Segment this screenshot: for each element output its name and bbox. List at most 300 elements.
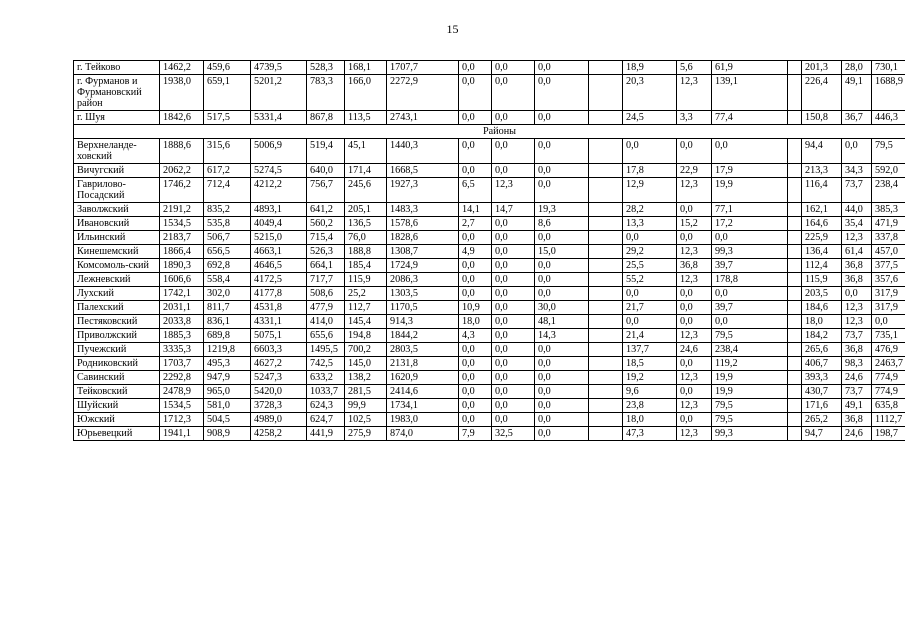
row-name-cell: г. Фурманов и Фурмановский район [74,75,160,111]
districts-rows [74,139,905,441]
value-cell: 112,4 [802,259,842,273]
blank-cell [788,75,802,111]
value-cell: 10,9 [459,301,492,315]
value-cell: 184,2 [802,329,842,343]
value-cell: 0,0 [535,139,589,164]
value-cell: 245,6 [345,178,387,203]
value-cell: 4,3 [459,329,492,343]
value-cell: 5420,0 [251,385,307,399]
blank-cell [589,329,623,343]
value-cell: 692,8 [204,259,251,273]
value-cell: 811,7 [204,301,251,315]
value-cell: 4531,8 [251,301,307,315]
value-cell: 406,7 [802,357,842,371]
value-cell: 77,1 [712,203,788,217]
value-cell: 0,0 [842,139,872,164]
value-cell: 4177,8 [251,287,307,301]
row-name-cell: Тейковский [74,385,160,399]
section-row-group [74,125,905,139]
value-cell: 275,9 [345,427,387,441]
blank-cell [589,315,623,329]
value-cell: 0,0 [677,413,712,427]
value-cell: 281,5 [345,385,387,399]
value-cell: 2414,6 [387,385,459,399]
value-cell: 162,1 [802,203,842,217]
value-cell: 1578,6 [387,217,459,231]
blank-cell [788,371,802,385]
value-cell: 656,5 [204,245,251,259]
value-cell: 3,3 [677,111,712,125]
value-cell: 1734,1 [387,399,459,413]
blank-cell [589,371,623,385]
value-cell: 94,4 [802,139,842,164]
value-cell: 0,0 [623,315,677,329]
value-cell: 8,6 [535,217,589,231]
value-cell: 756,7 [307,178,345,203]
value-cell: 477,9 [307,301,345,315]
value-cell: 4049,4 [251,217,307,231]
value-cell: 2743,1 [387,111,459,125]
value-cell: 302,0 [204,287,251,301]
value-cell: 4893,1 [251,203,307,217]
blank-cell [788,315,802,329]
blank-cell [788,301,802,315]
value-cell: 1842,6 [160,111,204,125]
table-row [74,301,905,315]
value-cell: 0,0 [459,399,492,413]
value-cell: 12,3 [677,75,712,111]
value-cell: 5,6 [677,61,712,75]
value-cell: 18,0 [802,315,842,329]
value-cell: 471,9 [872,217,905,231]
blank-cell [788,385,802,399]
value-cell: 201,3 [802,61,842,75]
value-cell: 32,5 [492,427,535,441]
value-cell: 1483,3 [387,203,459,217]
value-cell: 0,0 [492,231,535,245]
value-cell: 21,4 [623,329,677,343]
row-name-cell: Верхнеланде-ховский [74,139,160,164]
value-cell: 1534,5 [160,217,204,231]
value-cell: 5274,5 [251,164,307,178]
value-cell: 735,1 [872,329,905,343]
table-row [74,61,905,75]
value-cell: 5331,4 [251,111,307,125]
value-cell: 0,0 [492,245,535,259]
value-cell: 0,0 [535,75,589,111]
value-cell: 874,0 [387,427,459,441]
row-name-cell: г. Шуя [74,111,160,125]
value-cell: 113,5 [345,111,387,125]
value-cell: 265,6 [802,343,842,357]
value-cell: 24,6 [842,371,872,385]
value-cell: 29,2 [623,245,677,259]
value-cell: 61,4 [842,245,872,259]
row-name-cell: Палехский [74,301,160,315]
value-cell: 139,1 [712,75,788,111]
value-cell: 19,3 [535,203,589,217]
value-cell: 2803,5 [387,343,459,357]
row-name-cell: Ильинский [74,231,160,245]
value-cell: 25,2 [345,287,387,301]
value-cell: 0,0 [459,111,492,125]
table-row [74,273,905,287]
row-name-cell: Лежневский [74,273,160,287]
table-row [74,385,905,399]
statistics-table [73,60,905,441]
value-cell: 0,0 [492,75,535,111]
value-cell: 0,0 [492,413,535,427]
value-cell: 19,9 [712,371,788,385]
value-cell: 0,0 [492,371,535,385]
value-cell: 1746,2 [160,178,204,203]
value-cell: 393,3 [802,371,842,385]
value-cell: 446,3 [872,111,905,125]
table-row [74,259,905,273]
value-cell: 34,3 [842,164,872,178]
blank-cell [788,178,802,203]
row-name-cell: Кинешемский [74,245,160,259]
table-row [74,139,905,164]
value-cell: 508,6 [307,287,345,301]
value-cell: 0,0 [623,139,677,164]
table-row [74,357,905,371]
value-cell: 205,1 [345,203,387,217]
value-cell: 79,5 [712,399,788,413]
value-cell: 137,7 [623,343,677,357]
value-cell: 624,3 [307,399,345,413]
blank-cell [589,343,623,357]
value-cell: 73,7 [842,178,872,203]
value-cell: 0,0 [492,343,535,357]
value-cell: 48,1 [535,315,589,329]
value-cell: 45,1 [345,139,387,164]
value-cell: 0,0 [677,357,712,371]
value-cell: 28,0 [842,61,872,75]
value-cell: 2292,8 [160,371,204,385]
row-name-cell: Вичугский [74,164,160,178]
table-row [74,178,905,203]
row-name-cell: Савинский [74,371,160,385]
value-cell: 0,0 [872,315,905,329]
table-row [74,217,905,231]
value-cell: 0,0 [492,301,535,315]
value-cell: 659,1 [204,75,251,111]
value-cell: 0,0 [677,203,712,217]
table-row [74,329,905,343]
value-cell: 6,5 [459,178,492,203]
value-cell: 0,0 [459,273,492,287]
value-cell: 535,8 [204,217,251,231]
value-cell: 0,0 [623,231,677,245]
row-name-cell: Юрьевецкий [74,427,160,441]
value-cell: 317,9 [872,301,905,315]
value-cell: 0,0 [712,231,788,245]
value-cell: 12,3 [842,315,872,329]
value-cell: 115,9 [802,273,842,287]
blank-cell [589,259,623,273]
value-cell: 2031,1 [160,301,204,315]
value-cell: 73,7 [842,329,872,343]
value-cell: 76,0 [345,231,387,245]
value-cell: 2,7 [459,217,492,231]
blank-cell [589,399,623,413]
value-cell: 1033,7 [307,385,345,399]
value-cell: 1938,0 [160,75,204,111]
value-cell: 592,0 [872,164,905,178]
value-cell: 712,4 [204,178,251,203]
blank-cell [788,111,802,125]
value-cell: 0,0 [492,385,535,399]
value-cell: 1927,3 [387,178,459,203]
row-name-cell: Лухский [74,287,160,301]
value-cell: 0,0 [535,231,589,245]
value-cell: 35,4 [842,217,872,231]
value-cell: 0,0 [677,385,712,399]
value-cell: 1844,2 [387,329,459,343]
value-cell: 377,5 [872,259,905,273]
cities-rows [74,61,905,125]
value-cell: 178,8 [712,273,788,287]
value-cell: 17,2 [712,217,788,231]
value-cell: 0,0 [492,139,535,164]
value-cell: 560,2 [307,217,345,231]
value-cell: 61,9 [712,61,788,75]
value-cell: 0,0 [677,287,712,301]
value-cell: 0,0 [535,371,589,385]
value-cell: 965,0 [204,385,251,399]
value-cell: 0,0 [535,273,589,287]
blank-cell [788,287,802,301]
value-cell: 12,3 [677,273,712,287]
value-cell: 664,1 [307,259,345,273]
value-cell: 0,0 [459,371,492,385]
row-name-cell: Шуйский [74,399,160,413]
value-cell: 0,0 [535,111,589,125]
blank-cell [788,399,802,413]
value-cell: 1440,3 [387,139,459,164]
value-cell: 1707,7 [387,61,459,75]
value-cell: 1712,3 [160,413,204,427]
value-cell: 36,8 [842,413,872,427]
value-cell: 558,4 [204,273,251,287]
value-cell: 506,7 [204,231,251,245]
value-cell: 3335,3 [160,343,204,357]
value-cell: 774,9 [872,371,905,385]
value-cell: 0,0 [459,259,492,273]
value-cell: 0,0 [677,139,712,164]
value-cell: 0,0 [492,329,535,343]
value-cell: 5006,9 [251,139,307,164]
value-cell: 2183,7 [160,231,204,245]
value-cell: 4212,2 [251,178,307,203]
value-cell: 357,6 [872,273,905,287]
value-cell: 188,8 [345,245,387,259]
value-cell: 79,5 [872,139,905,164]
value-cell: 36,7 [842,111,872,125]
blank-cell [589,273,623,287]
value-cell: 77,4 [712,111,788,125]
value-cell: 947,9 [204,371,251,385]
value-cell: 185,4 [345,259,387,273]
value-cell: 0,0 [535,164,589,178]
value-cell: 49,1 [842,75,872,111]
value-cell: 1112,7 [872,413,905,427]
value-cell: 317,9 [872,287,905,301]
value-cell: 1724,9 [387,259,459,273]
value-cell: 2272,9 [387,75,459,111]
value-cell: 519,4 [307,139,345,164]
blank-cell [589,164,623,178]
value-cell: 14,1 [459,203,492,217]
value-cell: 0,0 [459,61,492,75]
value-cell: 2033,8 [160,315,204,329]
value-cell: 0,0 [459,287,492,301]
value-cell: 4663,1 [251,245,307,259]
value-cell: 12,3 [677,178,712,203]
value-cell: 0,0 [459,75,492,111]
value-cell: 2463,7 [872,357,905,371]
value-cell: 4627,2 [251,357,307,371]
blank-cell [788,139,802,164]
value-cell: 94,7 [802,427,842,441]
value-cell: 624,7 [307,413,345,427]
blank-cell [589,385,623,399]
row-name-cell: Южский [74,413,160,427]
value-cell: 2478,9 [160,385,204,399]
value-cell: 55,2 [623,273,677,287]
value-cell: 36,8 [677,259,712,273]
value-cell: 0,0 [535,399,589,413]
blank-cell [788,231,802,245]
value-cell: 12,3 [677,399,712,413]
section-row [74,125,905,139]
value-cell: 39,7 [712,259,788,273]
value-cell: 24,6 [842,427,872,441]
value-cell: 0,0 [535,178,589,203]
blank-cell [589,217,623,231]
value-cell: 1495,5 [307,343,345,357]
value-cell: 0,0 [459,343,492,357]
table-row [74,343,905,357]
value-cell: 715,4 [307,231,345,245]
value-cell: 116,4 [802,178,842,203]
blank-cell [788,203,802,217]
value-cell: 1303,5 [387,287,459,301]
value-cell: 2086,3 [387,273,459,287]
table-row [74,287,905,301]
value-cell: 1885,3 [160,329,204,343]
value-cell: 2191,2 [160,203,204,217]
blank-cell [589,75,623,111]
row-name-cell: Комсомоль-ский [74,259,160,273]
value-cell: 5215,0 [251,231,307,245]
value-cell: 914,3 [387,315,459,329]
value-cell: 742,5 [307,357,345,371]
value-cell: 4331,1 [251,315,307,329]
value-cell: 689,8 [204,329,251,343]
value-cell: 12,3 [677,371,712,385]
value-cell: 9,6 [623,385,677,399]
value-cell: 1888,6 [160,139,204,164]
value-cell: 73,7 [842,385,872,399]
value-cell: 164,6 [802,217,842,231]
value-cell: 1620,9 [387,371,459,385]
blank-cell [788,61,802,75]
table-row [74,315,905,329]
value-cell: 1462,2 [160,61,204,75]
table-row [74,427,905,441]
table-row [74,413,905,427]
value-cell: 12,3 [842,301,872,315]
value-cell: 528,3 [307,61,345,75]
value-cell: 13,3 [623,217,677,231]
value-cell: 4,9 [459,245,492,259]
value-cell: 24,6 [677,343,712,357]
value-cell: 0,0 [459,413,492,427]
value-cell: 0,0 [492,315,535,329]
value-cell: 98,3 [842,357,872,371]
value-cell: 0,0 [492,287,535,301]
value-cell: 1668,5 [387,164,459,178]
value-cell: 441,9 [307,427,345,441]
value-cell: 112,7 [345,301,387,315]
value-cell: 1828,6 [387,231,459,245]
value-cell: 414,0 [307,315,345,329]
value-cell: 0,0 [459,357,492,371]
value-cell: 1606,6 [160,273,204,287]
value-cell: 4646,5 [251,259,307,273]
value-cell: 0,0 [677,315,712,329]
value-cell: 47,3 [623,427,677,441]
value-cell: 5247,3 [251,371,307,385]
value-cell: 198,7 [872,427,905,441]
blank-cell [589,139,623,164]
value-cell: 36,8 [842,259,872,273]
value-cell: 36,8 [842,343,872,357]
value-cell: 315,6 [204,139,251,164]
blank-cell [589,357,623,371]
value-cell: 0,0 [492,399,535,413]
value-cell: 774,9 [872,385,905,399]
value-cell: 15,2 [677,217,712,231]
value-cell: 0,0 [492,61,535,75]
blank-cell [788,259,802,273]
value-cell: 18,0 [459,315,492,329]
value-cell: 0,0 [535,413,589,427]
value-cell: 0,0 [535,61,589,75]
value-cell: 504,5 [204,413,251,427]
table-row [74,245,905,259]
value-cell: 79,5 [712,413,788,427]
value-cell: 168,1 [345,61,387,75]
blank-cell [589,413,623,427]
value-cell: 0,0 [535,343,589,357]
value-cell: 2131,8 [387,357,459,371]
blank-cell [589,287,623,301]
blank-cell [589,245,623,259]
value-cell: 908,9 [204,427,251,441]
value-cell: 79,5 [712,329,788,343]
value-cell: 730,1 [872,61,905,75]
value-cell: 136,4 [802,245,842,259]
blank-cell [589,178,623,203]
table-row [74,371,905,385]
value-cell: 115,9 [345,273,387,287]
value-cell: 1170,5 [387,301,459,315]
value-cell: 0,0 [535,287,589,301]
value-cell: 166,0 [345,75,387,111]
